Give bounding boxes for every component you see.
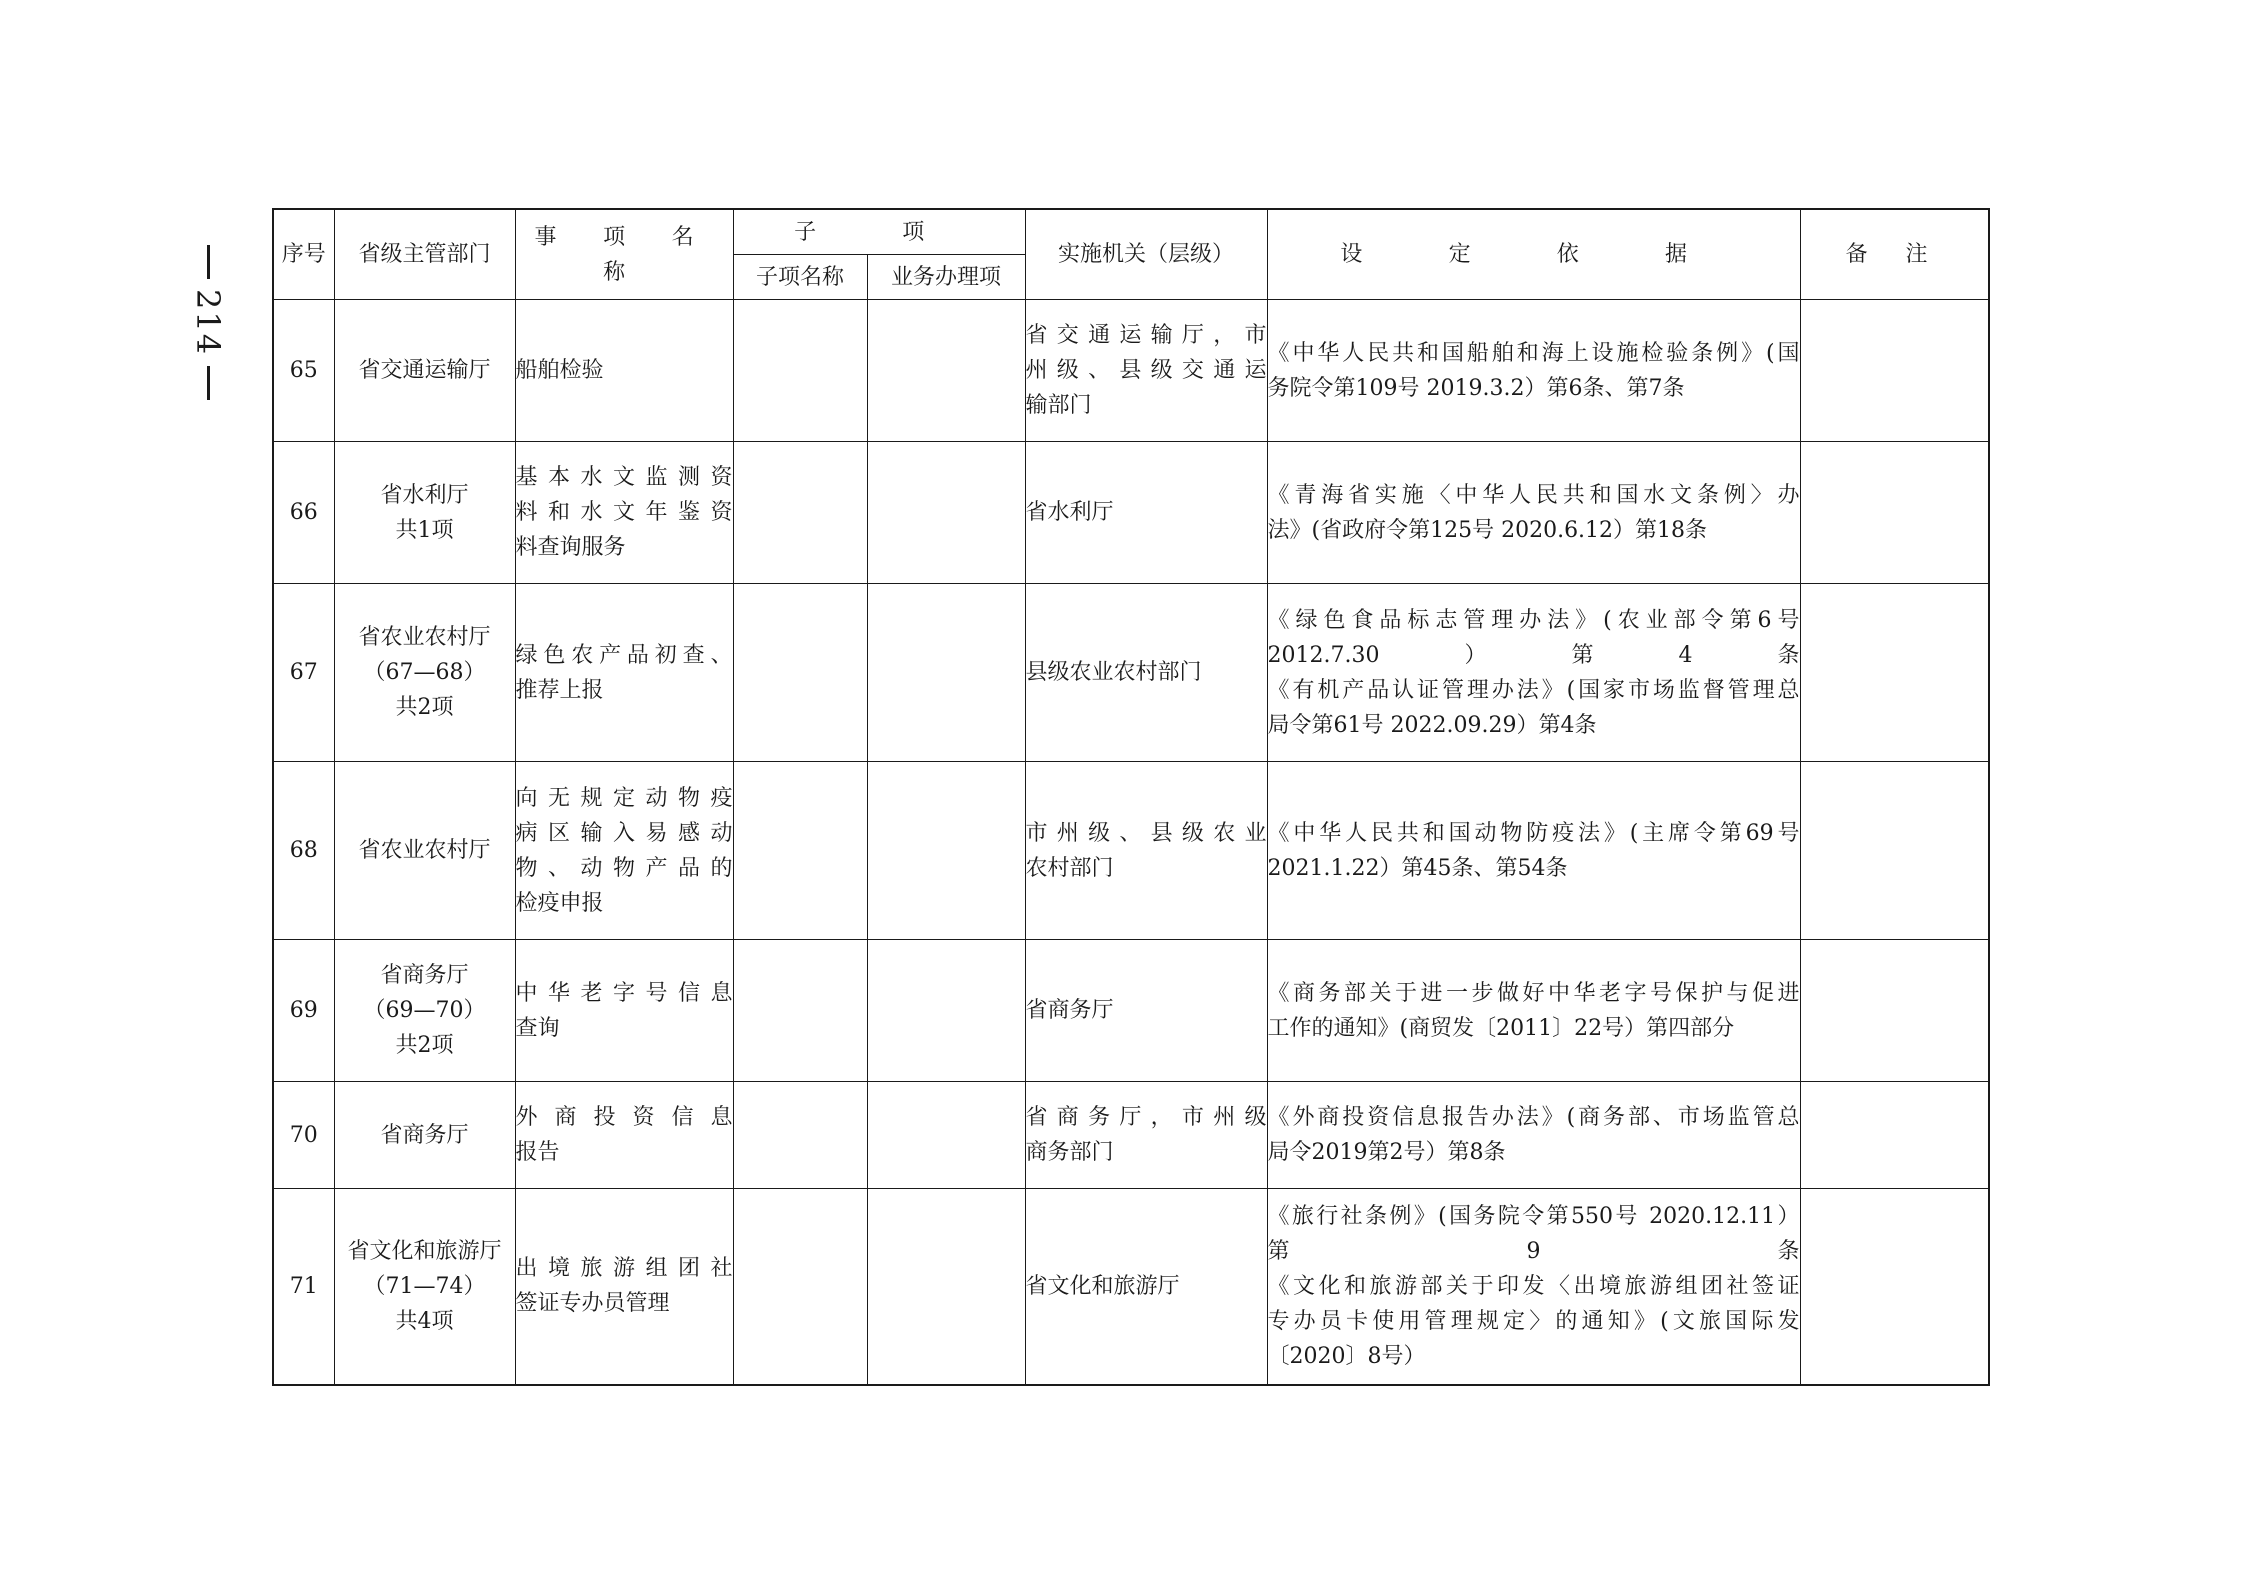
- cell-remark: [1800, 940, 1989, 1082]
- cell-dept-line: 共2项: [395, 695, 454, 720]
- cell-basis-line: 《文化和旅游部关于印发〈出境旅游组团社签证: [1267, 1273, 1800, 1299]
- cell-item-name-line: 料和水文年鉴资: [515, 500, 733, 525]
- cell-basis-line: 《商务部关于进一步做好中华老字号保护与促进: [1267, 980, 1800, 1006]
- cell-sub-name: [733, 584, 867, 762]
- cell-agency: [1025, 300, 1267, 442]
- cell-basis-line: 《有机产品认证管理办法》(国家市场监督管理总: [1267, 677, 1800, 703]
- cell-item-name: [515, 1189, 733, 1385]
- header-dept: 省级主管部门: [334, 209, 515, 300]
- cell-sub-name: [733, 1082, 867, 1189]
- cell-seq: 70: [273, 1082, 334, 1189]
- cell-item-name-line: 检疫申报: [515, 890, 604, 916]
- page-number-dash-bottom: [207, 366, 210, 400]
- cell-item-name-line: 推荐上报: [515, 677, 604, 703]
- cell-basis: [1267, 1082, 1800, 1189]
- cell-basis-line: 第9条: [1267, 1238, 1800, 1264]
- cell-agency-line: 省交通运输厅，市: [1025, 323, 1267, 348]
- cell-basis-line: 《青海省实施〈中华人民共和国水文条例〉办: [1267, 482, 1800, 508]
- cell-item-name-line: 料查询服务: [515, 535, 626, 560]
- cell-basis-line: 工作的通知》(商贸发〔2011〕22号）第四部分: [1267, 1015, 1735, 1041]
- cell-basis-line: 局令2019第2号）第8条: [1267, 1140, 1506, 1165]
- cell-sub-business: [867, 442, 1025, 584]
- table-body: [273, 300, 1989, 1385]
- cell-basis: [1267, 442, 1800, 584]
- header-agency: 实施机关（层级）: [1025, 209, 1267, 300]
- cell-basis-line: 《中华人民共和国动物防疫法》(主席令第69号: [1267, 820, 1800, 846]
- cell-basis-line: 《外商投资信息报告办法》(商务部、市场监管总: [1267, 1105, 1800, 1130]
- cell-dept-line: 省商务厅: [380, 1122, 469, 1148]
- item-table: [272, 208, 1990, 1386]
- cell-agency-line: 农村部门: [1025, 855, 1114, 881]
- cell-sub-name: [733, 1189, 867, 1385]
- cell-sub-business: [867, 584, 1025, 762]
- cell-agency-line: 市州级、县级农业: [1025, 820, 1267, 846]
- cell-dept-line: 省文化和旅游厅: [347, 1238, 502, 1264]
- cell-item-name: [515, 584, 733, 762]
- cell-seq: 65: [273, 300, 334, 442]
- cell-agency: [1025, 442, 1267, 584]
- cell-agency: [1025, 1082, 1267, 1189]
- cell-sub-name: [733, 940, 867, 1082]
- cell-dept-line: 省水利厅: [380, 482, 469, 508]
- cell-agency: [1025, 584, 1267, 762]
- cell-agency: [1025, 940, 1267, 1082]
- cell-item-name-line: 出境旅游组团社: [515, 1256, 733, 1282]
- cell-remark: [1800, 300, 1989, 442]
- cell-seq: 67: [273, 584, 334, 762]
- cell-item-name-line: 向无规定动物疫: [515, 785, 733, 811]
- cell-dept-line: 共4项: [395, 1308, 454, 1334]
- cell-dept: [334, 762, 515, 940]
- cell-item-name: [515, 762, 733, 940]
- cell-item-name-line: 物、动物产品的: [515, 855, 733, 881]
- header-item-name: 事 项 名 称: [515, 209, 733, 300]
- cell-item-name-line: 基本水文监测资: [515, 465, 733, 490]
- cell-basis: [1267, 940, 1800, 1082]
- cell-remark: [1800, 584, 1989, 762]
- cell-basis: [1267, 300, 1800, 442]
- page-number-text: 214: [189, 289, 227, 357]
- table-row: [273, 1082, 1989, 1189]
- cell-dept: [334, 442, 515, 584]
- page-number: [188, 245, 228, 415]
- cell-basis-line: 务院令第109号 2019.3.2）第6条、第7条: [1267, 375, 1685, 401]
- cell-dept: [334, 940, 515, 1082]
- cell-sub-name: [733, 762, 867, 940]
- cell-dept-line: 共2项: [395, 1033, 454, 1058]
- table-row: [273, 762, 1989, 940]
- header-basis: 设 定 依 据: [1267, 209, 1800, 300]
- cell-agency: [1025, 1189, 1267, 1385]
- cell-basis-line: 《旅行社条例》(国务院令第550号 2020.12.11）: [1267, 1203, 1800, 1229]
- cell-basis-line: 2021.1.22）第45条、第54条: [1267, 855, 1568, 881]
- cell-item-name: [515, 1082, 733, 1189]
- page-number-dash-top: [207, 245, 210, 279]
- cell-basis-line: 专办员卡使用管理规定〉的通知》(文旅国际发: [1267, 1308, 1800, 1334]
- cell-agency: [1025, 762, 1267, 940]
- cell-sub-business: [867, 300, 1025, 442]
- cell-remark: [1800, 1082, 1989, 1189]
- cell-agency-line: 县级农业农村部门: [1025, 660, 1202, 685]
- header-remark: 备 注: [1800, 209, 1989, 300]
- cell-basis: [1267, 584, 1800, 762]
- cell-sub-business: [867, 762, 1025, 940]
- cell-sub-business: [867, 1082, 1025, 1189]
- cell-seq: 66: [273, 442, 334, 584]
- cell-item-name-line: 查询: [515, 1015, 560, 1041]
- cell-seq: 71: [273, 1189, 334, 1385]
- cell-item-name: [515, 442, 733, 584]
- cell-dept-line: 省农业农村厅: [358, 625, 491, 650]
- cell-dept-line: 共1项: [395, 517, 454, 543]
- header-seq: 序号: [273, 209, 334, 300]
- cell-dept-line: （69—70）: [363, 998, 486, 1023]
- cell-item-name-line: 病区输入易感动: [515, 820, 733, 846]
- cell-dept: [334, 1189, 515, 1385]
- cell-item-name-line: 船舶检验: [515, 358, 604, 383]
- cell-item-name-line: 中华老字号信息: [515, 980, 733, 1006]
- cell-item-name-line: 报告: [515, 1140, 560, 1165]
- cell-basis-line: 《绿色食品标志管理办法》(农业部令第6号: [1267, 607, 1800, 633]
- table-row: [273, 442, 1989, 584]
- cell-sub-business: [867, 1189, 1025, 1385]
- cell-agency-line: 省商务厅: [1025, 998, 1114, 1023]
- cell-dept-line: （67—68）: [363, 660, 486, 685]
- cell-agency-line: 省水利厅: [1025, 500, 1114, 525]
- cell-sub-name: [733, 300, 867, 442]
- cell-basis-line: 局令第61号 2022.09.29）第4条: [1267, 712, 1597, 738]
- cell-item-name-line: 绿色农产品初查、: [515, 642, 733, 668]
- cell-sub-business: [867, 940, 1025, 1082]
- cell-dept: [334, 1082, 515, 1189]
- cell-agency-line: 省文化和旅游厅: [1025, 1273, 1180, 1299]
- cell-remark: [1800, 762, 1989, 940]
- cell-remark: [1800, 1189, 1989, 1385]
- cell-item-name-line: 签证专办员管理: [515, 1291, 670, 1317]
- cell-remark: [1800, 442, 1989, 584]
- cell-basis-line: 〔2020〕8号）: [1267, 1343, 1426, 1369]
- cell-agency-line: 省商务厅，市州级: [1025, 1105, 1267, 1130]
- header-sub-business: 业务办理项: [867, 255, 1025, 300]
- cell-dept: [334, 300, 515, 442]
- cell-agency-line: 输部门: [1025, 393, 1092, 418]
- cell-basis-line: 2012.7.30）第4条: [1267, 642, 1800, 668]
- table-row: [273, 940, 1989, 1082]
- cell-agency-line: 州级、县级交通运: [1025, 358, 1267, 383]
- cell-dept-line: 省商务厅: [380, 963, 469, 988]
- cell-item-name-line: 外商投资信息: [515, 1105, 733, 1130]
- table-row: [273, 1189, 1989, 1385]
- cell-basis: [1267, 1189, 1800, 1385]
- cell-agency-line: 商务部门: [1025, 1140, 1114, 1165]
- cell-seq: 68: [273, 762, 334, 940]
- header-sub-name: 子项名称: [733, 255, 867, 300]
- table-row: [273, 584, 1989, 762]
- cell-basis-line: 法》(省政府令第125号 2020.6.12）第18条: [1267, 517, 1708, 543]
- cell-item-name: [515, 940, 733, 1082]
- cell-dept: [334, 584, 515, 762]
- cell-dept-line: （71—74）: [363, 1273, 486, 1299]
- cell-sub-name: [733, 442, 867, 584]
- cell-dept-line: 省农业农村厅: [358, 838, 491, 863]
- header-sub-group: 子 项: [733, 209, 1025, 255]
- cell-seq: 69: [273, 940, 334, 1082]
- cell-basis: [1267, 762, 1800, 940]
- table-row: [273, 300, 1989, 442]
- cell-basis-line: 《中华人民共和国船舶和海上设施检验条例》(国: [1267, 340, 1800, 366]
- cell-item-name: [515, 300, 733, 442]
- cell-dept-line: 省交通运输厅: [358, 358, 491, 383]
